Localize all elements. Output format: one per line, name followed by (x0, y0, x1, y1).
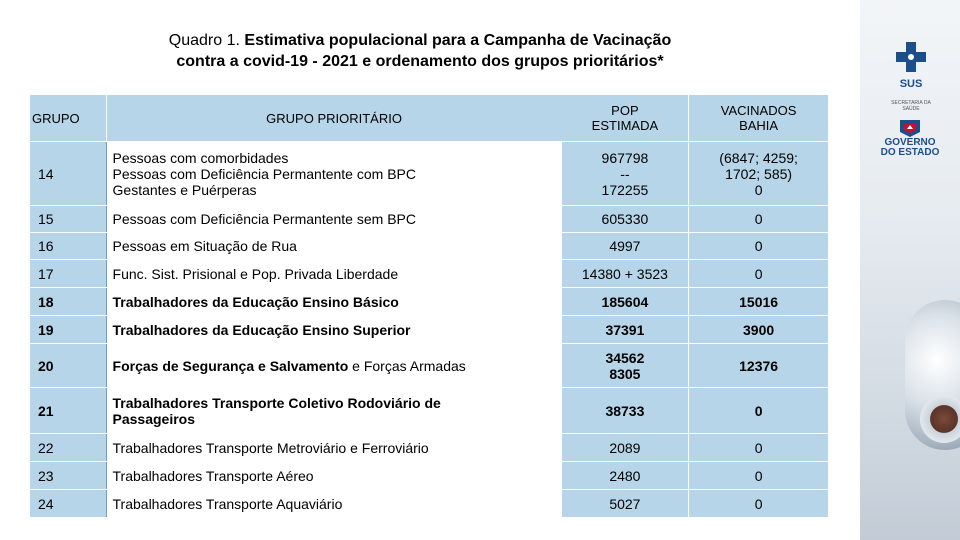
vacinados: 0 (689, 490, 828, 518)
priority-groups-table (30, 94, 828, 518)
grupo-description: Pessoas com comorbidades Pessoas com Deficiência Permantente com BPC Gestantes e Puérperas (106, 142, 562, 206)
vacinados: 0 (689, 388, 828, 434)
table-row (30, 388, 828, 434)
grupo-description: Trabalhadores da Educação Ensino Superior (106, 316, 562, 344)
grupo-number: 22 (38, 439, 54, 456)
grupo-number: 16 (38, 238, 54, 254)
pop-estimada: 967798 -- 172255 (562, 142, 689, 206)
vacinados: 15016 (689, 288, 828, 316)
sus-cross-icon (893, 40, 929, 76)
grupo-number: 21 (38, 402, 54, 419)
pop-estimada: 605330 (562, 206, 689, 233)
vacinados: 3900 (689, 316, 828, 344)
caption-bold-line1: Estimativa populacional para a Campanha de Vacinação (244, 32, 672, 49)
table-row (30, 434, 828, 462)
grupo-number: 14 (38, 165, 54, 182)
grupo-description: Trabalhadores Transporte Coletivo Rodoviário de Passageiros (106, 388, 562, 434)
table-row (30, 344, 828, 388)
grupo-description: Func. Sist. Prisional e Pop. Privada Liberdade (106, 260, 562, 288)
table-row (30, 462, 828, 490)
vacinados: 0 (689, 233, 828, 260)
vacinados: 0 (689, 434, 828, 462)
vacinados: 12376 (689, 344, 828, 388)
header-grupo: GRUPO (30, 95, 106, 142)
pop-estimada: 185604 (562, 288, 689, 316)
grupo-description: Trabalhadores Transporte Metroviário e Ferroviário (106, 434, 562, 462)
grupo-number: 18 (38, 293, 54, 310)
sus-logo-text: SUS (899, 78, 923, 90)
table-row (30, 206, 828, 233)
caption-bold-line2: contra a covid-19 - 2021 e ordenamento dos grupos prioritários* (176, 53, 664, 70)
grupo-number: 23 (38, 467, 54, 484)
table-row (30, 260, 828, 288)
vacinados: 0 (689, 462, 828, 490)
header-pop-estimada: POP ESTIMADA (562, 95, 689, 142)
table-row (30, 233, 828, 260)
pop-estimada: 34562 8305 (562, 344, 689, 388)
header-grupo-prioritario: GRUPO PRIORITÁRIO (106, 95, 562, 142)
table-row (30, 288, 828, 316)
vacinados: 0 (689, 206, 828, 233)
grupo-number: 24 (38, 495, 54, 512)
grupo-description: Trabalhadores Transporte Aquaviário (106, 490, 562, 518)
pop-estimada: 5027 (562, 490, 689, 518)
table-caption (60, 30, 780, 72)
grupo-number: 15 (38, 211, 54, 227)
grupo-description: Pessoas em Situação de Rua (106, 233, 562, 260)
pop-estimada: 2480 (562, 462, 689, 490)
grupo-number: 19 (38, 321, 54, 338)
vacinados: (6847; 4259; 1702; 585) 0 (689, 142, 828, 206)
grupo-description: Pessoas com Deficiência Permantente sem BPC (106, 206, 562, 233)
table-row (30, 316, 828, 344)
table-header-row (30, 95, 828, 142)
governo-logo-text: GOVERNO DO ESTADO (880, 137, 940, 158)
grupo-number: 20 (38, 357, 54, 374)
vial-stopper-image (920, 395, 960, 443)
caption-prefix: Quadro 1. (168, 32, 245, 49)
pop-estimada: 2089 (562, 434, 689, 462)
secretaria-logo-text: SECRETARIA DA SAÚDE (891, 100, 931, 112)
pop-estimada: 37391 (562, 316, 689, 344)
pop-estimada: 38733 (562, 388, 689, 434)
pop-estimada: 4997 (562, 233, 689, 260)
pop-estimada: 14380 + 3523 (562, 260, 689, 288)
governo-bahia-emblem-icon (878, 118, 942, 138)
header-vacinados-bahia: VACINADOS BAHIA (689, 95, 828, 142)
table-row (30, 142, 828, 206)
table-row (30, 490, 828, 518)
grupo-description: Trabalhadores da Educação Ensino Básico (106, 288, 562, 316)
vacinados: 0 (689, 260, 828, 288)
grupo-description: Forças de Segurança e Salvamento e Forças Armadas (106, 344, 562, 388)
grupo-number: 17 (38, 265, 54, 282)
grupo-description: Trabalhadores Transporte Aéreo (106, 462, 562, 490)
